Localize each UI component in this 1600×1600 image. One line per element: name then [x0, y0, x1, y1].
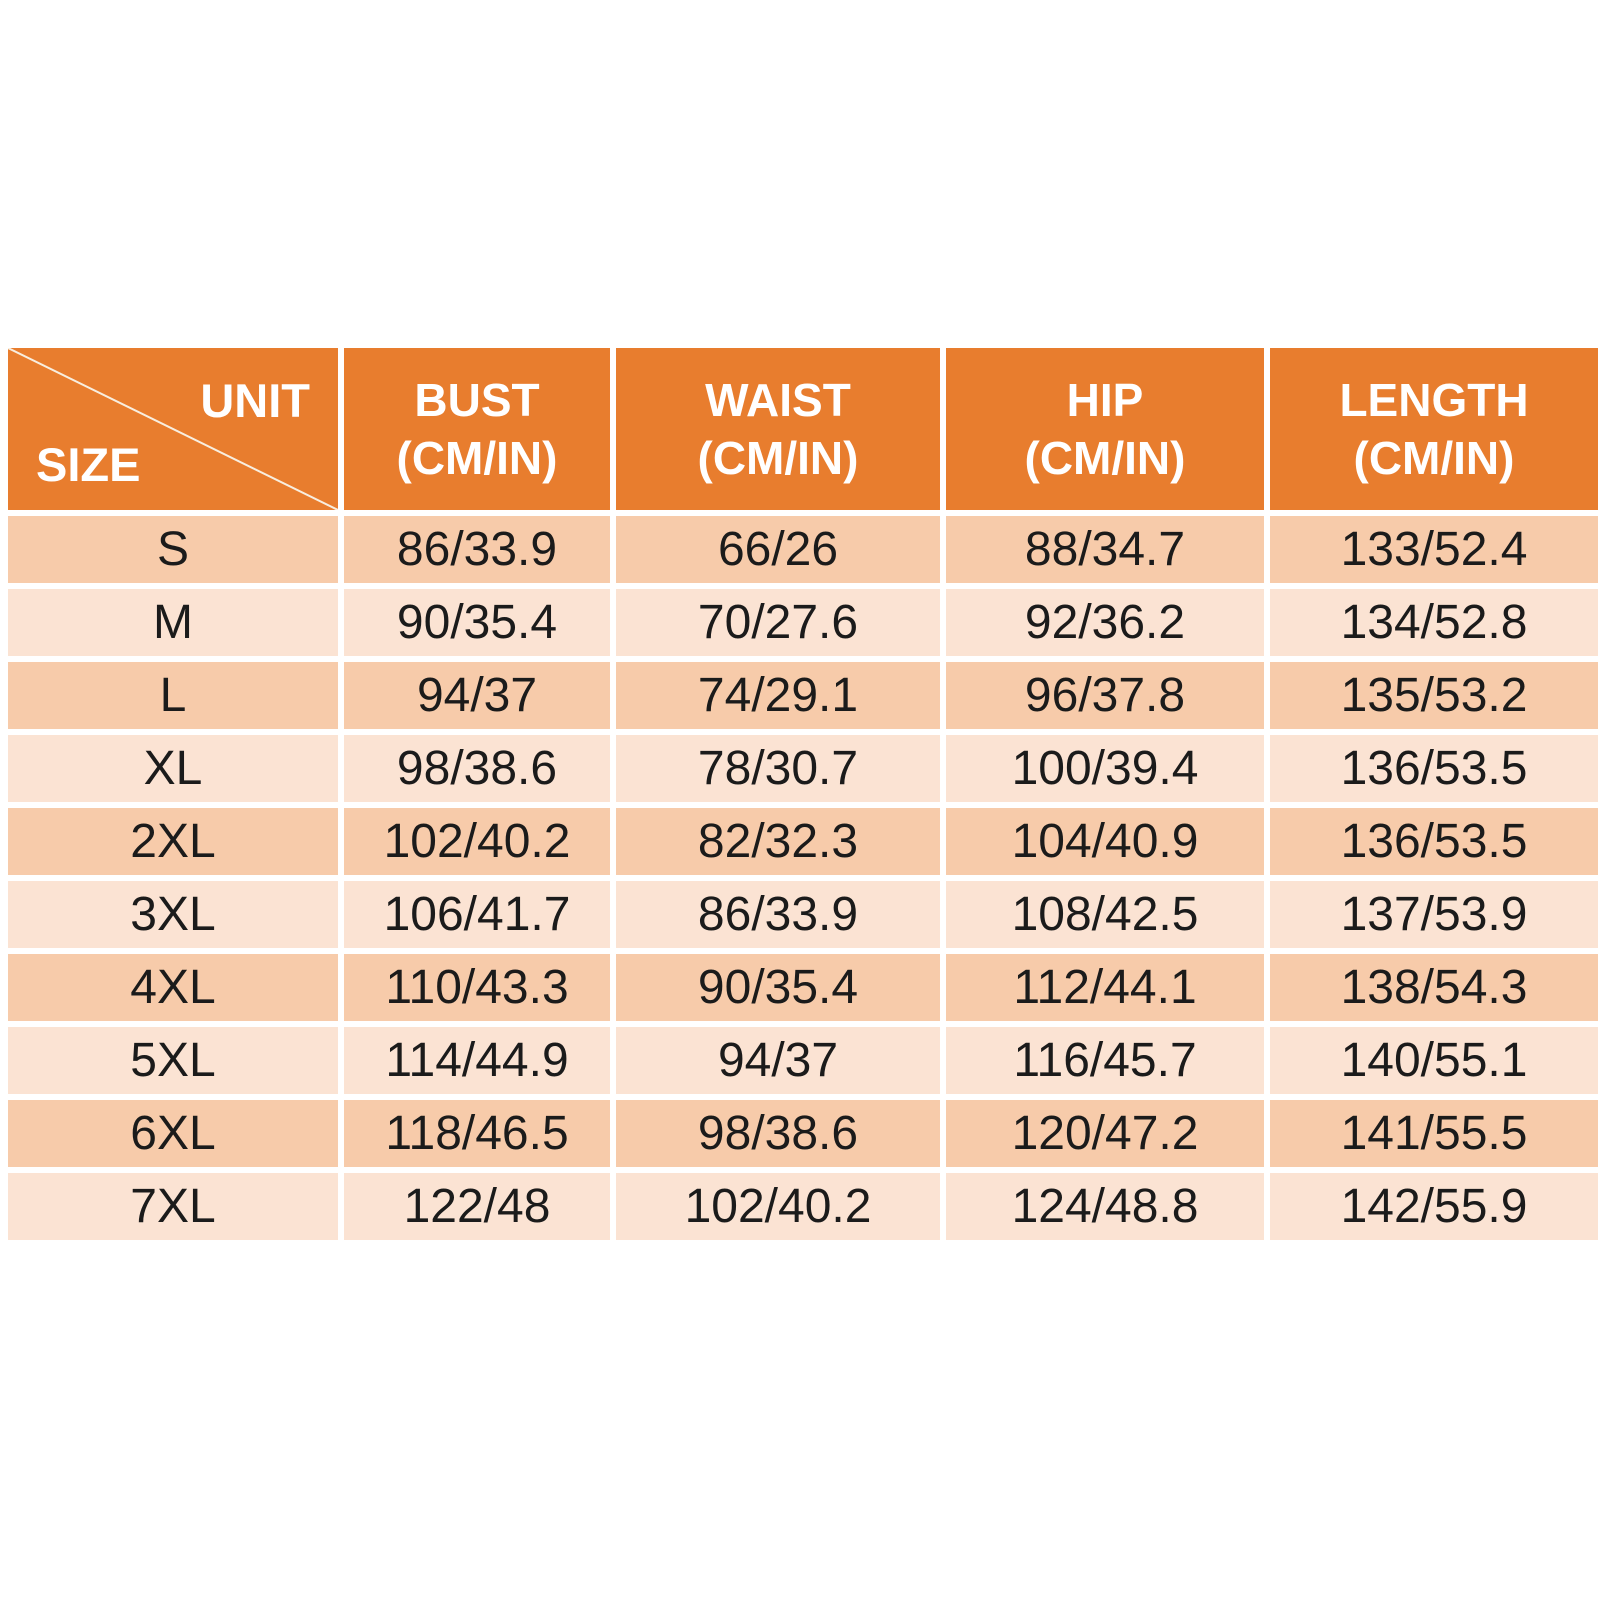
waist-cell: 94/37: [613, 1024, 943, 1097]
table-row: [5, 1170, 1600, 1243]
column-unit: (CM/IN): [1024, 432, 1186, 484]
waist-cell: 78/30.7: [613, 732, 943, 805]
table-row: [5, 1024, 1600, 1097]
corner-unit-label: UNIT: [200, 374, 310, 427]
size-cell: L: [5, 659, 341, 732]
hip-cell: 96/37.8: [943, 659, 1267, 732]
hip-cell: 116/45.7: [943, 1024, 1267, 1097]
table-row: [5, 586, 1600, 659]
table-row: [5, 878, 1600, 951]
waist-cell: 102/40.2: [613, 1170, 943, 1243]
waist-cell: 82/32.3: [613, 805, 943, 878]
column-unit: (CM/IN): [1353, 432, 1515, 484]
hip-cell: 112/44.1: [943, 951, 1267, 1024]
column-header-hip: [943, 345, 1267, 513]
column-unit: (CM/IN): [697, 432, 859, 484]
table-row: [5, 805, 1600, 878]
bust-cell: 86/33.9: [341, 513, 613, 586]
column-header-bust: [341, 345, 613, 513]
column-label: HIP: [1066, 374, 1144, 426]
waist-cell: 66/26: [613, 513, 943, 586]
bust-cell: 110/43.3: [341, 951, 613, 1024]
corner-size-label: SIZE: [36, 438, 141, 491]
hip-cell: 120/47.2: [943, 1097, 1267, 1170]
hip-cell: 88/34.7: [943, 513, 1267, 586]
column-label: WAIST: [705, 374, 851, 426]
size-cell: S: [5, 513, 341, 586]
bust-cell: 94/37: [341, 659, 613, 732]
length-cell: 136/53.5: [1267, 805, 1600, 878]
hip-cell: 92/36.2: [943, 586, 1267, 659]
size-cell: 2XL: [5, 805, 341, 878]
table-body: [5, 513, 1600, 1243]
table-header: [5, 345, 1600, 513]
size-cell: M: [5, 586, 341, 659]
length-cell: 134/52.8: [1267, 586, 1600, 659]
column-header-length: [1267, 345, 1600, 513]
length-cell: 140/55.1: [1267, 1024, 1600, 1097]
size-cell: 4XL: [5, 951, 341, 1024]
size-chart-table: [2, 342, 1600, 1246]
hip-cell: 108/42.5: [943, 878, 1267, 951]
column-label: LENGTH: [1339, 374, 1529, 426]
size-cell: 7XL: [5, 1170, 341, 1243]
size-cell: 3XL: [5, 878, 341, 951]
bust-cell: 90/35.4: [341, 586, 613, 659]
waist-cell: 90/35.4: [613, 951, 943, 1024]
table-row: [5, 659, 1600, 732]
hip-cell: 104/40.9: [943, 805, 1267, 878]
length-cell: 142/55.9: [1267, 1170, 1600, 1243]
size-cell: 6XL: [5, 1097, 341, 1170]
bust-cell: 114/44.9: [341, 1024, 613, 1097]
size-cell: 5XL: [5, 1024, 341, 1097]
length-cell: 138/54.3: [1267, 951, 1600, 1024]
bust-cell: 102/40.2: [341, 805, 613, 878]
column-label: BUST: [414, 374, 540, 426]
bust-cell: 98/38.6: [341, 732, 613, 805]
waist-cell: 70/27.6: [613, 586, 943, 659]
length-cell: 136/53.5: [1267, 732, 1600, 805]
waist-cell: 86/33.9: [613, 878, 943, 951]
table-row: [5, 732, 1600, 805]
length-cell: 137/53.9: [1267, 878, 1600, 951]
corner-header-cell: [5, 345, 341, 513]
table-row: [5, 951, 1600, 1024]
waist-cell: 98/38.6: [613, 1097, 943, 1170]
hip-cell: 124/48.8: [943, 1170, 1267, 1243]
bust-cell: 122/48: [341, 1170, 613, 1243]
waist-cell: 74/29.1: [613, 659, 943, 732]
table-row: [5, 1097, 1600, 1170]
size-cell: XL: [5, 732, 341, 805]
length-cell: 141/55.5: [1267, 1097, 1600, 1170]
table-row: [5, 513, 1600, 586]
column-header-waist: [613, 345, 943, 513]
length-cell: 133/52.4: [1267, 513, 1600, 586]
length-cell: 135/53.2: [1267, 659, 1600, 732]
bust-cell: 118/46.5: [341, 1097, 613, 1170]
hip-cell: 100/39.4: [943, 732, 1267, 805]
column-unit: (CM/IN): [396, 432, 558, 484]
bust-cell: 106/41.7: [341, 878, 613, 951]
header-row: [5, 345, 1600, 513]
